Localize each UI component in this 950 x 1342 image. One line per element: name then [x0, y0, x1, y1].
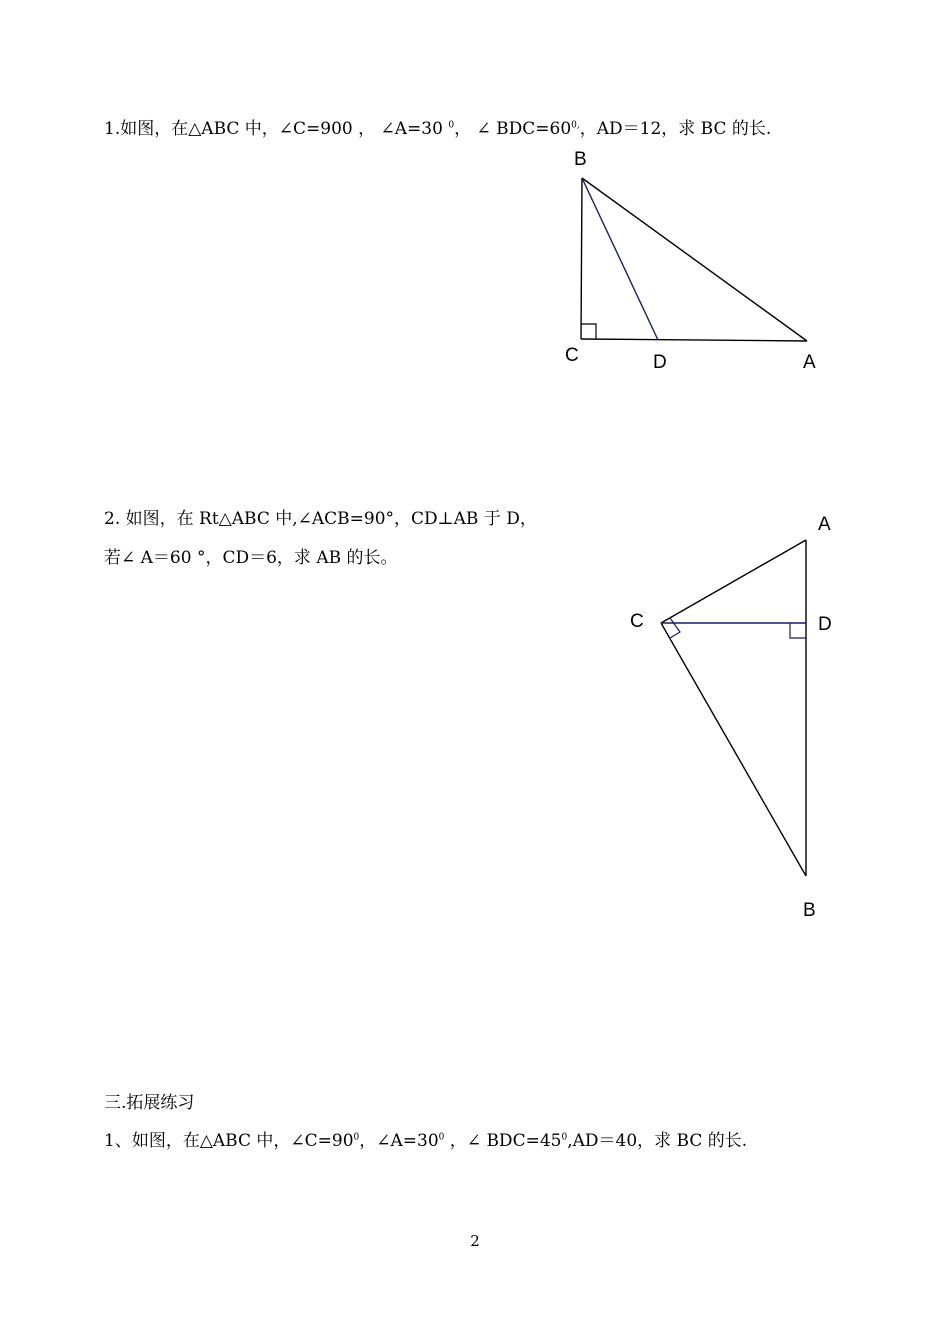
problem-1-text: 1.如图，在△ABC 中，∠C=900 ， ∠A=30 $^0$， ∠ $BDC=60^{0,}$，AD＝12，求 BC 的长.: [104, 119, 772, 139]
problem-2-line-2: 若∠ A＝60 °，CD＝6，求 AB 的长。: [104, 548, 398, 568]
section-3-heading: 三.拓展练习: [104, 1093, 195, 1113]
problem-2-line-1: 2. 如图，在 Rt△ABC 中,∠ACB=90°，CD⊥AB 于 D，: [104, 509, 537, 529]
segment-ca: [661, 540, 806, 623]
label-c: C: [565, 345, 579, 366]
label-b: B: [574, 149, 587, 170]
label-b: B: [803, 900, 816, 921]
segment-cb: [661, 623, 806, 876]
label-c: C: [630, 611, 644, 632]
section-3-problem-1: 1、如图，在△ABC 中，$\angle C=90^0$，$\angle A=30^0$ ，∠ $BDC=45^0,AD=40$，求 BC 的长.: [104, 1131, 748, 1151]
label-a: A: [803, 352, 816, 373]
label-a: A: [818, 514, 831, 535]
right-angle-marker-d: [790, 623, 806, 638]
page-number: 2: [470, 1232, 480, 1250]
right-angle-marker-c: [670, 618, 680, 638]
label-d: D: [818, 614, 832, 635]
label-d: D: [653, 352, 667, 373]
